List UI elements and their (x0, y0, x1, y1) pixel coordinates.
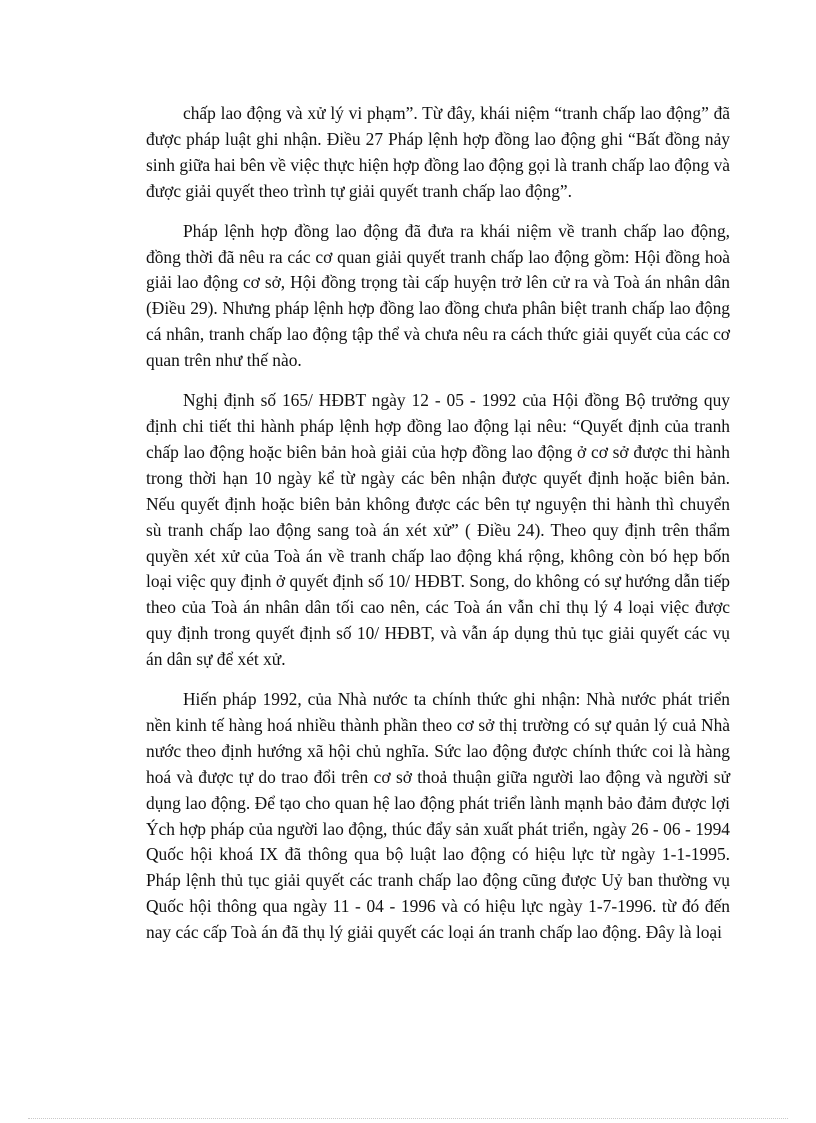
paragraph-continuation: chấp lao động và xử lý vi phạm”. Từ đây, khái niệm “tranh chấp lao động” đã được pháp luật ghi nhận. Điều 27 Pháp lệnh hợp đồng lao động ghi “Bất đồng nảy sinh giữa hai bên về việc thực hiện hợp đồng lao động gọi là tranh chấp lao động và được giải quyết theo trình tự giải quyết tranh chấp lao động”. (146, 103, 730, 201)
paragraph-constitution-1992: Hiến pháp 1992, của Nhà nước ta chính thức ghi nhận: Nhà nước phát triển nền kinh tế hàng hoá nhiều thành phần theo cơ sở thị trường có sự quản lý cuả Nhà nước theo định hướng xã hội chủ nghĩa. Sức lao động được chính thức coi là hàng hoá và được tự do trao đổi trên cơ sở thoả thuận giữa người lao động và người sử dụng lao động. Để tạo cho quan hệ lao động phát triển lành mạnh bảo đảm được lợi Ých hợp pháp của người lao động, thúc đẩy sản xuất phát triển, ngày 26 - 06 - 1994 Quốc hội khoá IX đã thông qua bộ luật lao động có hiệu lực từ ngày 1-1-1995. Pháp lệnh thủ tục giải quyết các tranh chấp lao động cũng được Uỷ ban thường vụ Quốc hội thông qua ngày 11 - 04 - 1996 và có hiệu lực ngày 1-7-1996. từ đó đến nay các cấp Toà án đã thụ lý giải quyết các loại án tranh chấp lao động. Đây là loại (146, 689, 730, 943)
page-bottom-divider (28, 1118, 788, 1119)
document-body (146, 101, 730, 960)
paragraph-decree-165: Nghị định số 165/ HĐBT ngày 12 - 05 - 1992 của Hội đồng Bộ trưởng quy định chi tiết thi hành pháp lệnh hợp đồng lao động lại nêu: “Quyết định của tranh chấp lao động hoặc biên bản hoà giải của hợp đồng lao động ở cơ sở được thi hành trong thời hạn 10 ngày kể từ ngày các bên nhận được quyết định hoặc biên bản. Nếu quyết định hoặc biên bản không được các bên tự nguyện thi hành thì chuyển sù tranh chấp lao động sang toà án xét xử” ( Điều 24). Theo quy định trên thẩm quyền xét xử của Toà án về tranh chấp lao động khá rộng, không còn bó hẹp bốn loại việc quy định ở quyết định số 10/ HĐBT. Song, do không có sự hướng dẫn tiếp theo của Toà án nhân dân tối cao nên, các Toà án vẫn chỉ thụ lý 4 loại việc được quy định trong quyết định số 10/ HĐBT, và vẫn áp dụng thủ tục giải quyết các vụ án dân sự để xét xử. (146, 390, 730, 670)
paragraph-labor-contract-ordinance: Pháp lệnh hợp đồng lao động đã đưa ra khái niệm về tranh chấp lao động, đồng thời đã nêu ra các cơ quan giải quyết tranh chấp lao động gồm: Hội đồng hoà giải lao động cơ sở, Hội đồng trọng tài cấp huyện trở lên cử ra và Toà án nhân dân (Điều 29). Nhưng pháp lệnh hợp đồng lao đồng chưa phân biệt tranh chấp lao động cá nhân, tranh chấp lao động tập thể và chưa nêu ra cách thức giải quyết của các cơ quan trên như thế nào. (146, 220, 730, 371)
